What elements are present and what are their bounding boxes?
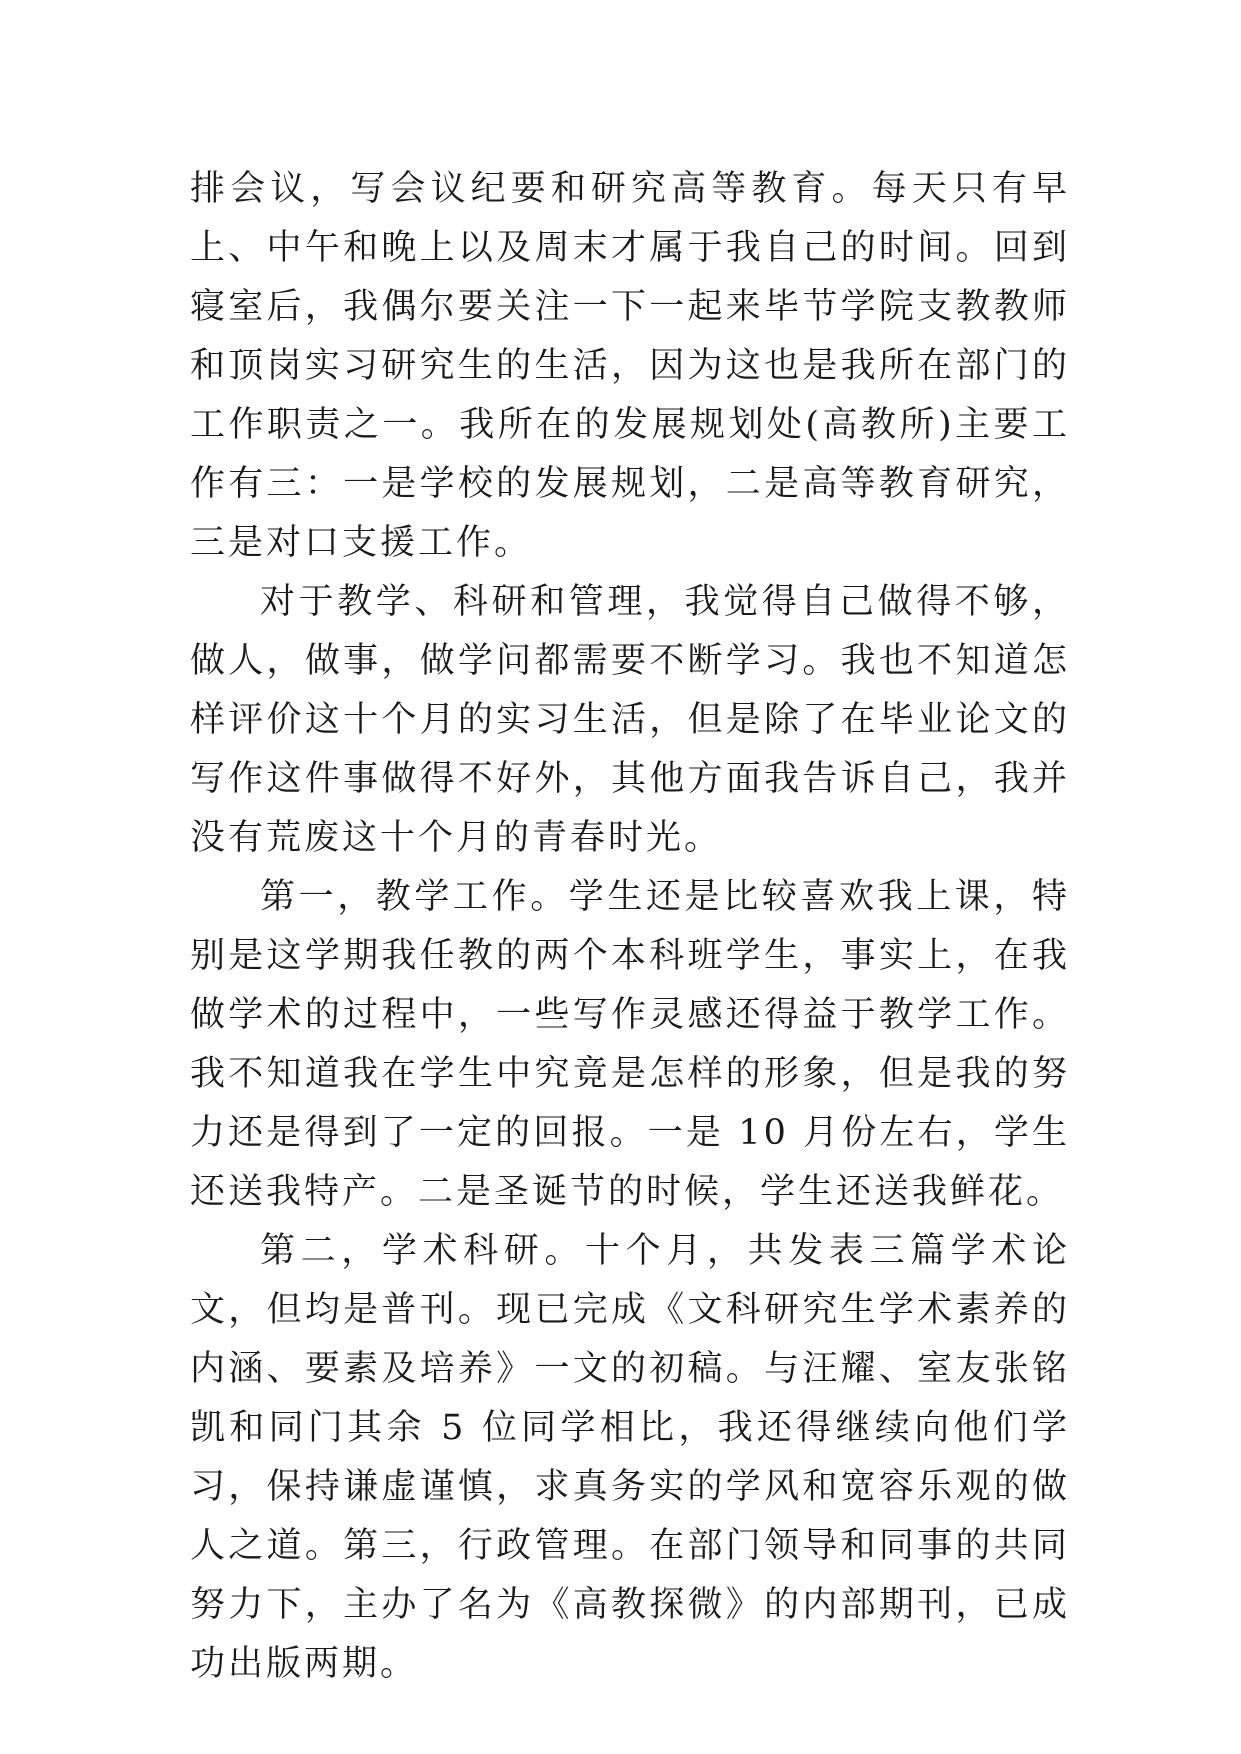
paragraph-1: 排会议，写会议纪要和研究高等教育。每天只有早上、中午和晚上以及周末才属于我自己的时间。回到寝室后，我偶尔要关注一下一起来毕节学院支教教师和顶岗实习研究生的生活，因为这也是我所在部门的工作职责之一。我所在的发展规划处(高教所)主要工作有三：一是学校的发展规划，二是高等教育研究，三是对口支援工作。 xyxy=(190,169,1070,563)
body-text xyxy=(190,160,1070,1694)
paragraph-2: 对于教学、科研和管理，我觉得自己做得不够，做人，做事，做学问都需要不断学习。我也不知道怎样评价这十个月的实习生活，但是除了在毕业论文的写作这件事做得不好外，其他方面我告诉自己，我并没有荒废这十个月的青春时光。 xyxy=(190,582,1070,858)
paragraph-3: 第一，教学工作。学生还是比较喜欢我上课，特别是这学期我任教的两个本科班学生，事实上，在我做学术的过程中，一些写作灵感还得益于教学工作。我不知道我在学生中究竟是怎样的形象，但是我的努力还是得到了一定的回报。一是 10 月份左右，学生还送我特产。二是圣诞节的时候，学生还送我鲜花。 xyxy=(190,877,1070,1212)
paragraph-4: 第二，学术科研。十个月，共发表三篇学术论文，但均是普刊。现已完成《文科研究生学术素养的内涵、要素及培养》一文的初稿。与汪耀、室友张铭凯和同门其余 5 位同学相比，我还得继续向他们学习，保持谦虚谨慎，求真务实的学风和宽容乐观的做人之道。第三，行政管理。在部门领导和同事的共同努力下，主办了名为《高教探微》的内部期刊，已成功出版两期。 xyxy=(190,1231,1070,1684)
